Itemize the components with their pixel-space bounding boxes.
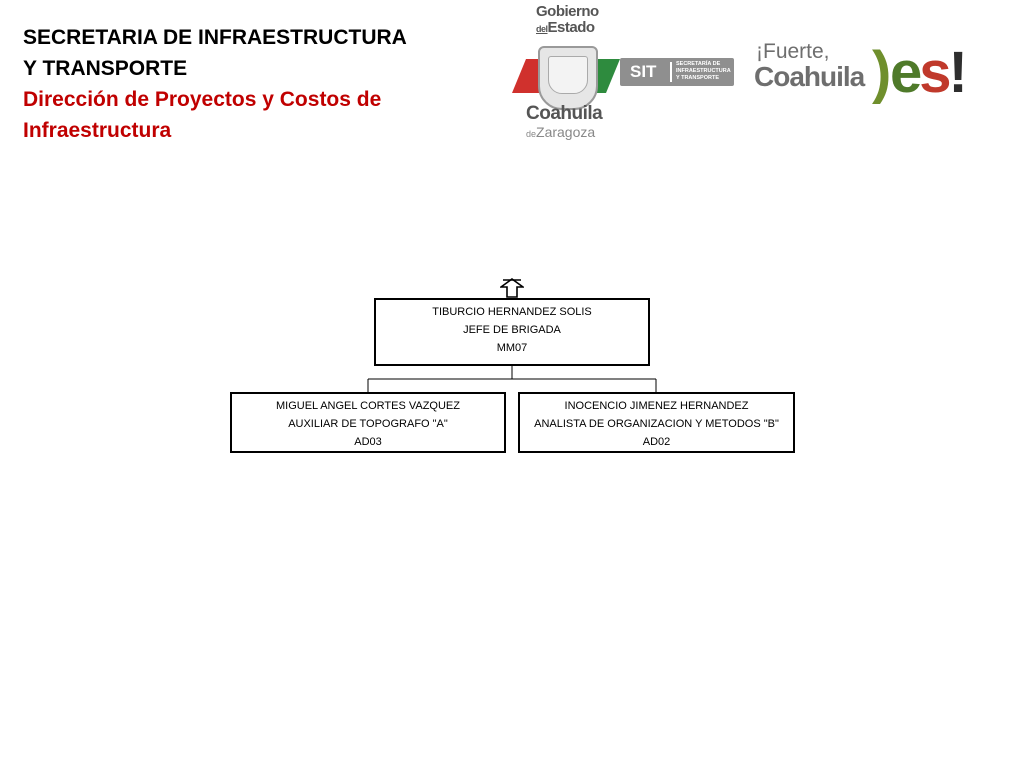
coat-of-arms-icon [538, 46, 598, 110]
org-node-root[interactable] [374, 298, 650, 366]
zaragoza-word: Zaragoza [536, 124, 596, 140]
sit-divider [670, 62, 672, 82]
page-subtitle-line-2: Infraestructura [23, 119, 172, 142]
org-node-child-2[interactable] [518, 392, 795, 453]
node-name: MIGUEL ANGEL CORTES VAZQUEZ [276, 400, 460, 412]
up-arrow-icon[interactable] [500, 278, 524, 298]
coahuila-word: Coahuila [526, 103, 603, 124]
org-node-child-1[interactable] [230, 392, 506, 453]
page-title-line-1: SECRETARIA DE INFRAESTRUCTURA [23, 26, 407, 49]
node-code: AD03 [354, 436, 382, 448]
de-zaragoza-text [526, 124, 595, 142]
node-code: AD02 [642, 436, 671, 448]
slogan-parenthesis-icon: ) [872, 40, 892, 105]
es-exclamation: ! [948, 40, 965, 105]
gobierno-word: Gobierno [536, 3, 599, 20]
header-titles [23, 22, 443, 146]
del-word: del [536, 24, 548, 34]
es-letter-s: s [919, 40, 949, 105]
de-word: de [526, 129, 537, 139]
node-name: TIBURCIO HERNANDEZ SOLIS [432, 306, 592, 318]
gobierno-logo-text [536, 4, 599, 37]
node-position: AUXILIAR DE TOPOGRAFO "A" [288, 418, 448, 430]
node-code: MM07 [496, 342, 528, 354]
sit-desc-line-1: SECRETARÍA DE [676, 61, 721, 67]
page-subtitle-line-1: Dirección de Proyectos y Costos de [23, 88, 382, 111]
node-name: INOCENCIO JIMENEZ HERNANDEZ [564, 400, 749, 412]
fuerte-coahuila-logo [754, 40, 986, 110]
sit-description [676, 61, 732, 82]
node-position: ANALISTA DE ORGANIZACION Y METODOS "B" [534, 418, 779, 430]
sit-logo [620, 58, 734, 86]
es-letter-e: e [890, 40, 920, 105]
sit-desc-line-2: INFRAESTRUCTURA [676, 68, 731, 74]
sit-desc-line-3: Y TRANSPORTE [676, 75, 719, 81]
coahuila-slogan-word: Coahuila [754, 61, 865, 92]
fuerte-word: ¡Fuerte, [756, 40, 830, 63]
node-position: JEFE DE BRIGADA [463, 324, 561, 336]
gobierno-coahuila-logo [512, 4, 622, 140]
es-slogan [890, 42, 965, 104]
sit-acronym: SIT [630, 62, 657, 81]
estado-word: Estado [547, 19, 595, 36]
page-title-line-2: Y TRANSPORTE [23, 57, 188, 80]
